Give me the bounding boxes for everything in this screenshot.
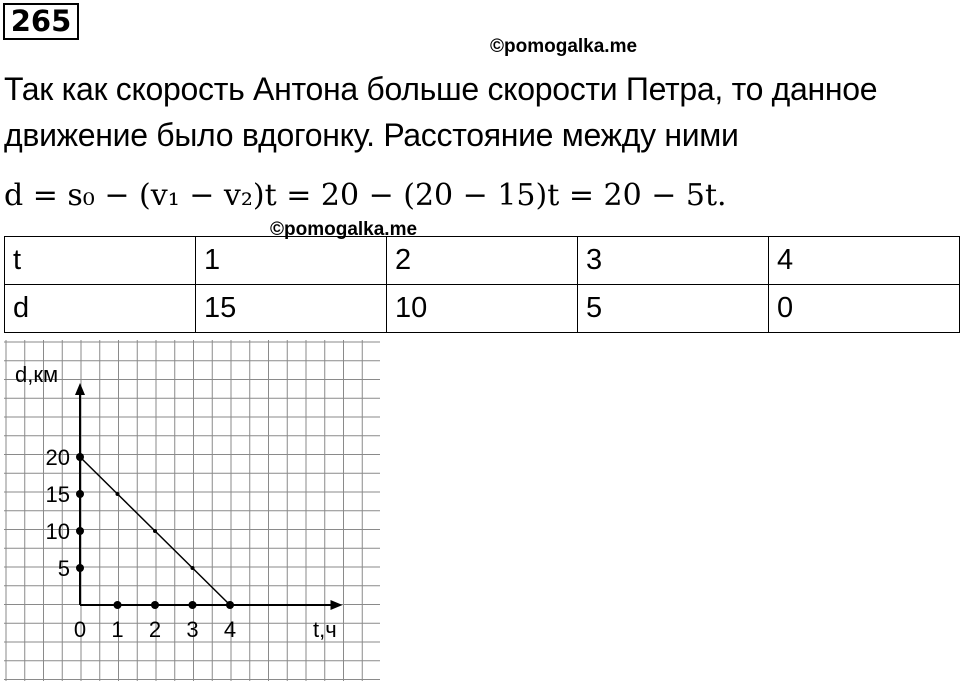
y-tick-label: 10 — [45, 519, 70, 544]
table-cell: 10 — [387, 285, 578, 333]
watermark-table: ©pomogalka.me — [270, 219, 418, 240]
x-axis-label: t,ч — [313, 617, 337, 642]
x-tick-label: 2 — [148, 617, 162, 642]
axis-marked-point — [76, 564, 84, 572]
x-tick-label: 1 — [111, 617, 124, 642]
axis-marked-point — [76, 527, 84, 535]
axis-labels — [15, 362, 337, 642]
solution-text-line-2: движение было вдогонку. Расстояние между ними — [4, 117, 739, 153]
y-tick-label: 15 — [45, 482, 70, 507]
table-cell: t — [5, 237, 196, 285]
table-row-d — [5, 285, 960, 333]
y-axis-label: d,км — [15, 362, 59, 387]
table-cell: d — [5, 285, 196, 333]
values-table — [4, 236, 960, 333]
table-row-t — [5, 237, 960, 285]
x-tick-label: 3 — [186, 617, 199, 642]
table-cell: 3 — [578, 237, 769, 285]
axis-marked-point — [76, 490, 84, 498]
x-tick-label: 4 — [223, 617, 237, 642]
table-cell: 5 — [578, 285, 769, 333]
axis-marked-point — [226, 601, 234, 609]
series-point — [191, 566, 195, 570]
distance-formula: d = s₀ − (v₁ − v₂)t = 20 − (20 − 15)t = 20 − 5t. — [4, 178, 727, 213]
x-tick-label: 0 — [73, 617, 87, 642]
axis-marked-point — [151, 601, 159, 609]
table-cell: 1 — [196, 237, 387, 285]
table-cell: 2 — [387, 237, 578, 285]
y-tick-label: 5 — [57, 556, 70, 581]
problem-number: 265 — [3, 3, 79, 40]
axis-marked-point — [114, 601, 122, 609]
table-cell: 0 — [769, 285, 960, 333]
solution-text — [4, 66, 954, 158]
x-axis-arrow — [331, 600, 343, 610]
y-axis-arrow — [75, 383, 85, 395]
watermark: ©pomogalka.me — [490, 36, 638, 57]
table-cell: 15 — [196, 285, 387, 333]
series-point — [153, 529, 157, 533]
series-point — [116, 492, 120, 496]
axis-marked-point — [76, 453, 84, 461]
solution-text-line-1: Так как скорость Антона больше скорости Петра, то данное — [4, 71, 878, 107]
distance-time-graph — [0, 336, 385, 684]
table-cell: 4 — [769, 237, 960, 285]
y-tick-label: 20 — [45, 445, 70, 470]
axis-marked-point — [189, 601, 197, 609]
